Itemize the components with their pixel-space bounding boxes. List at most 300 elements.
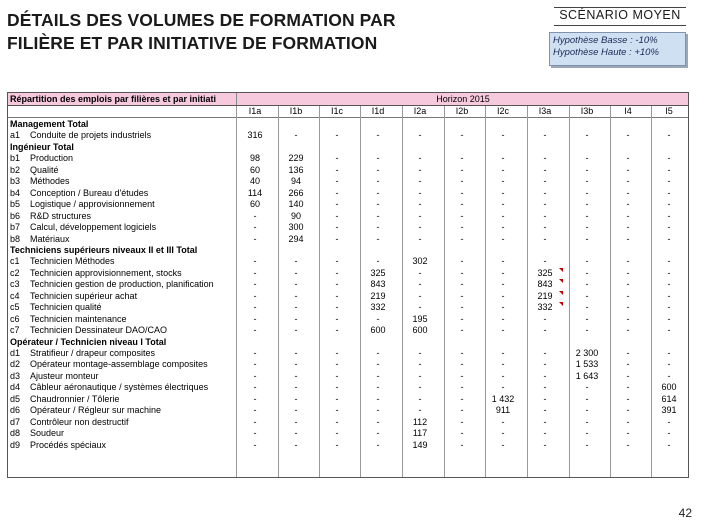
value-cell: - bbox=[376, 130, 380, 141]
row-code: d6 bbox=[10, 405, 21, 416]
value-cell: - bbox=[460, 382, 464, 393]
table-row bbox=[8, 359, 688, 370]
value-cell: - bbox=[376, 222, 380, 233]
value-cell: - bbox=[418, 153, 422, 164]
value-cell: - bbox=[501, 210, 505, 221]
value-cell: - bbox=[626, 290, 630, 301]
value-cell: - bbox=[626, 256, 630, 267]
value-cell: - bbox=[667, 370, 671, 381]
value-cell: 266 bbox=[288, 187, 304, 198]
column-header-row bbox=[8, 106, 688, 118]
value-cell: 294 bbox=[288, 233, 304, 244]
value-cell: - bbox=[667, 279, 671, 290]
row-code: c7 bbox=[10, 325, 20, 336]
row-label: Technicien approvisionnement, stocks bbox=[30, 267, 182, 278]
value-cell: - bbox=[294, 325, 298, 336]
value-cell: - bbox=[253, 210, 257, 221]
value-cell: - bbox=[253, 393, 257, 404]
row-label: Calcul, développement logiciels bbox=[30, 222, 157, 233]
table-row bbox=[8, 314, 688, 325]
value-cell: 843 bbox=[370, 279, 386, 290]
value-cell: - bbox=[253, 370, 257, 381]
value-cell: - bbox=[294, 348, 298, 358]
row-label: Soudeur bbox=[30, 428, 65, 439]
value-cell: - bbox=[460, 325, 464, 336]
value-cell: - bbox=[501, 130, 505, 141]
value-cell: - bbox=[294, 428, 298, 439]
table-title: Répartition des emplois par filières et par initiati bbox=[10, 94, 217, 104]
value-cell: - bbox=[460, 176, 464, 187]
category-label: Management Total bbox=[10, 119, 89, 129]
row-label: Ajusteur monteur bbox=[30, 370, 99, 381]
value-cell: - bbox=[585, 416, 589, 427]
table-row bbox=[8, 268, 688, 279]
value-cell: - bbox=[253, 233, 257, 244]
value-cell: - bbox=[667, 359, 671, 370]
value-cell: - bbox=[585, 302, 589, 313]
value-cell: - bbox=[460, 439, 464, 450]
value-cell: - bbox=[253, 348, 257, 358]
column-header: I4 bbox=[624, 106, 632, 116]
value-cell: - bbox=[626, 416, 630, 427]
table-row bbox=[8, 188, 688, 199]
value-cell: - bbox=[335, 405, 339, 416]
value-cell: 2 300 bbox=[575, 348, 599, 358]
value-cell: 140 bbox=[288, 199, 304, 210]
value-cell: - bbox=[376, 416, 380, 427]
value-cell: - bbox=[585, 222, 589, 233]
value-cell: - bbox=[253, 313, 257, 324]
row-code: c5 bbox=[10, 302, 20, 313]
value-cell: - bbox=[376, 359, 380, 370]
value-cell: - bbox=[626, 176, 630, 187]
value-cell: - bbox=[543, 222, 547, 233]
value-cell: - bbox=[543, 210, 547, 221]
training-volume-table bbox=[7, 92, 689, 478]
value-cell: 391 bbox=[661, 405, 677, 416]
value-cell: 600 bbox=[661, 382, 677, 393]
value-cell: - bbox=[418, 393, 422, 404]
value-cell: - bbox=[460, 153, 464, 164]
column-header: I1c bbox=[330, 106, 343, 116]
comment-marker-icon[interactable] bbox=[559, 302, 563, 306]
value-cell: - bbox=[335, 267, 339, 278]
value-cell: - bbox=[501, 153, 505, 164]
value-cell: - bbox=[335, 370, 339, 381]
value-cell: - bbox=[335, 199, 339, 210]
value-cell: - bbox=[667, 439, 671, 450]
value-cell: - bbox=[418, 210, 422, 221]
value-cell: - bbox=[335, 302, 339, 313]
category-row bbox=[8, 119, 688, 130]
value-cell: 332 bbox=[370, 302, 386, 313]
category-row bbox=[8, 337, 688, 348]
value-cell: - bbox=[585, 382, 589, 393]
row-code: b2 bbox=[10, 164, 21, 175]
value-cell: - bbox=[335, 176, 339, 187]
row-code: b1 bbox=[10, 153, 21, 164]
value-cell: - bbox=[253, 405, 257, 416]
value-cell: - bbox=[667, 290, 671, 301]
value-cell: - bbox=[501, 325, 505, 336]
value-cell: - bbox=[335, 256, 339, 267]
value-cell: - bbox=[418, 370, 422, 381]
value-cell: - bbox=[335, 313, 339, 324]
value-cell: 911 bbox=[495, 405, 511, 416]
value-cell: - bbox=[294, 439, 298, 450]
value-cell: - bbox=[376, 405, 380, 416]
page-title bbox=[7, 9, 477, 55]
value-cell: - bbox=[335, 210, 339, 221]
row-code: a1 bbox=[10, 130, 21, 141]
value-cell: - bbox=[335, 222, 339, 233]
value-cell: 600 bbox=[370, 325, 386, 336]
value-cell: - bbox=[253, 325, 257, 336]
row-code: b4 bbox=[10, 187, 21, 198]
value-cell: - bbox=[460, 164, 464, 175]
value-cell: 112 bbox=[412, 416, 428, 427]
row-code: d8 bbox=[10, 428, 21, 439]
category-label: Techniciens supérieurs niveaux II et III Total bbox=[10, 244, 198, 255]
value-cell: - bbox=[585, 233, 589, 244]
value-cell: - bbox=[626, 348, 630, 358]
value-cell: - bbox=[253, 267, 257, 278]
value-cell: - bbox=[418, 233, 422, 244]
value-cell: - bbox=[460, 267, 464, 278]
value-cell: 600 bbox=[412, 325, 428, 336]
value-cell: - bbox=[418, 267, 422, 278]
value-cell: - bbox=[335, 233, 339, 244]
value-cell: 195 bbox=[412, 313, 428, 324]
value-cell: - bbox=[418, 187, 422, 198]
value-cell: - bbox=[585, 325, 589, 336]
value-cell: 219 bbox=[370, 290, 386, 301]
table-row bbox=[8, 291, 688, 302]
value-cell: - bbox=[585, 428, 589, 439]
value-cell: - bbox=[626, 428, 630, 439]
value-cell: - bbox=[501, 348, 505, 358]
value-cell: - bbox=[253, 382, 257, 393]
value-cell: - bbox=[335, 393, 339, 404]
value-cell: - bbox=[585, 256, 589, 267]
value-cell: 325 bbox=[370, 267, 386, 278]
value-cell: - bbox=[543, 428, 547, 439]
column-header: I1a bbox=[248, 106, 262, 116]
value-cell: - bbox=[501, 279, 505, 290]
row-code: d1 bbox=[10, 348, 21, 358]
value-cell: - bbox=[335, 153, 339, 164]
value-cell: - bbox=[376, 382, 380, 393]
value-cell: - bbox=[543, 416, 547, 427]
value-cell: - bbox=[376, 199, 380, 210]
value-cell: - bbox=[460, 210, 464, 221]
comment-marker-icon[interactable] bbox=[559, 268, 563, 272]
row-label: Technicien Méthodes bbox=[30, 256, 115, 267]
value-cell: - bbox=[501, 370, 505, 381]
value-cell: - bbox=[626, 233, 630, 244]
value-cell: - bbox=[543, 393, 547, 404]
value-cell: 229 bbox=[288, 153, 304, 164]
value-cell: - bbox=[543, 325, 547, 336]
category-label: Opérateur / Technicien niveau I Total bbox=[10, 336, 167, 347]
value-cell: 60 bbox=[249, 164, 260, 175]
row-label: Matériaux bbox=[30, 233, 70, 244]
value-cell: - bbox=[460, 416, 464, 427]
column-header: I2a bbox=[413, 106, 427, 116]
table-row bbox=[8, 394, 688, 405]
value-cell: 316 bbox=[247, 130, 263, 141]
value-cell: - bbox=[667, 153, 671, 164]
column-header: I3a bbox=[538, 106, 552, 116]
value-cell: - bbox=[460, 370, 464, 381]
table-row bbox=[8, 371, 688, 382]
value-cell: - bbox=[460, 302, 464, 313]
value-cell: 90 bbox=[290, 210, 301, 221]
value-cell: - bbox=[626, 279, 630, 290]
value-cell: - bbox=[294, 382, 298, 393]
value-cell: 94 bbox=[290, 176, 301, 187]
value-cell: - bbox=[543, 313, 547, 324]
value-cell: - bbox=[418, 164, 422, 175]
value-cell: - bbox=[626, 222, 630, 233]
value-cell: - bbox=[667, 428, 671, 439]
value-cell: - bbox=[253, 290, 257, 301]
value-cell: - bbox=[585, 187, 589, 198]
value-cell: - bbox=[460, 359, 464, 370]
value-cell: - bbox=[294, 130, 298, 141]
column-header: I1b bbox=[289, 106, 303, 116]
value-cell: - bbox=[501, 187, 505, 198]
value-cell: - bbox=[418, 290, 422, 301]
value-cell: - bbox=[294, 416, 298, 427]
value-cell: 98 bbox=[249, 153, 260, 164]
value-cell: - bbox=[335, 348, 339, 358]
value-cell: - bbox=[667, 348, 671, 358]
row-code: d2 bbox=[10, 359, 21, 370]
table-row bbox=[8, 325, 688, 336]
value-cell: - bbox=[335, 439, 339, 450]
value-cell: 136 bbox=[288, 164, 304, 175]
value-cell: - bbox=[253, 439, 257, 450]
row-code: b6 bbox=[10, 210, 21, 221]
value-cell: - bbox=[585, 176, 589, 187]
value-cell: - bbox=[501, 439, 505, 450]
table-row bbox=[8, 211, 688, 222]
value-cell: - bbox=[376, 233, 380, 244]
value-cell: - bbox=[543, 370, 547, 381]
value-cell: - bbox=[667, 222, 671, 233]
value-cell: - bbox=[418, 199, 422, 210]
row-code: c6 bbox=[10, 313, 20, 324]
value-cell: - bbox=[667, 176, 671, 187]
value-cell: - bbox=[543, 130, 547, 141]
row-label: Technicien gestion de production, planification bbox=[30, 279, 214, 290]
value-cell: - bbox=[543, 153, 547, 164]
value-cell: - bbox=[460, 199, 464, 210]
value-cell: - bbox=[543, 405, 547, 416]
page-title-line2: FILIÈRE ET PAR INITIATIVE DE FORMATION bbox=[7, 33, 378, 53]
row-label: Procédés spéciaux bbox=[30, 439, 107, 450]
value-cell: - bbox=[376, 439, 380, 450]
table-row bbox=[8, 153, 688, 164]
value-cell: - bbox=[335, 290, 339, 301]
row-label: Logistique / approvisionnement bbox=[30, 199, 155, 210]
table-row bbox=[8, 256, 688, 267]
table-row bbox=[8, 302, 688, 313]
row-label: Méthodes bbox=[30, 176, 70, 187]
value-cell: - bbox=[376, 428, 380, 439]
row-label: Opérateur montage-assemblage composites bbox=[30, 359, 208, 370]
value-cell: 1 432 bbox=[491, 393, 515, 404]
value-cell: - bbox=[543, 382, 547, 393]
page-number: 42 bbox=[678, 506, 692, 520]
value-cell: 614 bbox=[661, 393, 677, 404]
value-cell: - bbox=[460, 313, 464, 324]
column-header: I3b bbox=[580, 106, 594, 116]
value-cell: - bbox=[376, 313, 380, 324]
row-code: d7 bbox=[10, 416, 21, 427]
value-cell: - bbox=[460, 279, 464, 290]
value-cell: 843 bbox=[537, 279, 553, 290]
value-cell: 149 bbox=[412, 439, 428, 450]
hypothesis-box bbox=[549, 32, 686, 66]
value-cell: - bbox=[376, 348, 380, 358]
table-row bbox=[8, 428, 688, 439]
value-cell: - bbox=[294, 290, 298, 301]
value-cell: - bbox=[294, 256, 298, 267]
value-cell: - bbox=[294, 313, 298, 324]
value-cell: - bbox=[253, 222, 257, 233]
row-label: Opérateur / Régleur sur machine bbox=[30, 405, 162, 416]
value-cell: - bbox=[294, 302, 298, 313]
comment-marker-icon[interactable] bbox=[559, 279, 563, 283]
column-header: I2c bbox=[496, 106, 509, 116]
value-cell: - bbox=[376, 176, 380, 187]
value-cell: - bbox=[667, 256, 671, 267]
table-row bbox=[8, 348, 688, 359]
value-cell: - bbox=[543, 187, 547, 198]
value-cell: - bbox=[667, 199, 671, 210]
value-cell: - bbox=[585, 313, 589, 324]
value-cell: - bbox=[418, 382, 422, 393]
value-cell: - bbox=[626, 439, 630, 450]
table-row bbox=[8, 417, 688, 428]
table-row bbox=[8, 405, 688, 416]
value-cell: - bbox=[501, 382, 505, 393]
value-cell: - bbox=[501, 176, 505, 187]
value-cell: - bbox=[418, 176, 422, 187]
value-cell: - bbox=[543, 176, 547, 187]
value-cell: 40 bbox=[249, 176, 260, 187]
table-row bbox=[8, 199, 688, 210]
row-label: R&D structures bbox=[30, 210, 92, 221]
value-cell: - bbox=[501, 313, 505, 324]
hypothesis-low: Hypothèse Basse : -10% bbox=[553, 35, 658, 46]
value-cell: - bbox=[626, 210, 630, 221]
row-code: b3 bbox=[10, 176, 21, 187]
value-cell: - bbox=[626, 382, 630, 393]
value-cell: - bbox=[418, 348, 422, 358]
value-cell: - bbox=[585, 153, 589, 164]
row-label: Chaudronnier / Tôlerie bbox=[30, 393, 120, 404]
category-label: Ingénieur Total bbox=[10, 141, 74, 152]
value-cell: 60 bbox=[249, 199, 260, 210]
row-code: b8 bbox=[10, 233, 21, 244]
value-cell: - bbox=[667, 302, 671, 313]
value-cell: - bbox=[376, 187, 380, 198]
value-cell: 332 bbox=[537, 302, 553, 313]
value-cell: - bbox=[501, 233, 505, 244]
value-cell: - bbox=[626, 153, 630, 164]
value-cell: - bbox=[626, 164, 630, 175]
row-code: d9 bbox=[10, 439, 21, 450]
value-cell: - bbox=[501, 267, 505, 278]
value-cell: - bbox=[667, 187, 671, 198]
value-cell: - bbox=[294, 359, 298, 370]
value-cell: - bbox=[585, 199, 589, 210]
row-code: b5 bbox=[10, 199, 21, 210]
value-cell: - bbox=[585, 267, 589, 278]
value-cell: - bbox=[543, 256, 547, 267]
value-cell: - bbox=[376, 256, 380, 267]
value-cell: - bbox=[501, 428, 505, 439]
value-cell: - bbox=[335, 325, 339, 336]
value-cell: - bbox=[335, 416, 339, 427]
table-row bbox=[8, 165, 688, 176]
category-row bbox=[8, 245, 688, 256]
value-cell: - bbox=[335, 187, 339, 198]
value-cell: - bbox=[667, 267, 671, 278]
value-cell: - bbox=[460, 256, 464, 267]
value-cell: - bbox=[294, 405, 298, 416]
horizon-label: Horizon 2015 bbox=[236, 93, 689, 105]
value-cell: - bbox=[585, 130, 589, 141]
column-header: I1d bbox=[371, 106, 385, 116]
value-cell: - bbox=[667, 233, 671, 244]
scenario-bottom-rule bbox=[554, 25, 686, 26]
row-label: Production bbox=[30, 153, 74, 164]
value-cell: - bbox=[626, 313, 630, 324]
row-code: d3 bbox=[10, 370, 21, 381]
page-title-line1: DÉTAILS DES VOLUMES DE FORMATION PAR bbox=[7, 10, 396, 30]
row-code: d5 bbox=[10, 393, 21, 404]
value-cell: - bbox=[376, 153, 380, 164]
value-cell: - bbox=[418, 279, 422, 290]
value-cell: - bbox=[253, 279, 257, 290]
value-cell: - bbox=[585, 279, 589, 290]
value-cell: - bbox=[253, 416, 257, 427]
value-cell: - bbox=[376, 210, 380, 221]
row-label: Câbleur aéronautique / systèmes électriques bbox=[30, 382, 209, 393]
value-cell: - bbox=[460, 222, 464, 233]
value-cell: - bbox=[294, 267, 298, 278]
value-cell: - bbox=[585, 439, 589, 450]
value-cell: - bbox=[335, 130, 339, 141]
row-label: Stratifieur / drapeur composites bbox=[30, 348, 156, 358]
value-cell: - bbox=[626, 130, 630, 141]
value-cell: - bbox=[294, 393, 298, 404]
category-row bbox=[8, 142, 688, 153]
value-cell: - bbox=[667, 130, 671, 141]
value-cell: - bbox=[626, 325, 630, 336]
comment-marker-icon[interactable] bbox=[559, 291, 563, 295]
row-code: c4 bbox=[10, 290, 20, 301]
value-cell: - bbox=[335, 382, 339, 393]
table-row bbox=[8, 440, 688, 451]
table-row bbox=[8, 222, 688, 233]
value-cell: - bbox=[253, 302, 257, 313]
table-row bbox=[8, 130, 688, 141]
